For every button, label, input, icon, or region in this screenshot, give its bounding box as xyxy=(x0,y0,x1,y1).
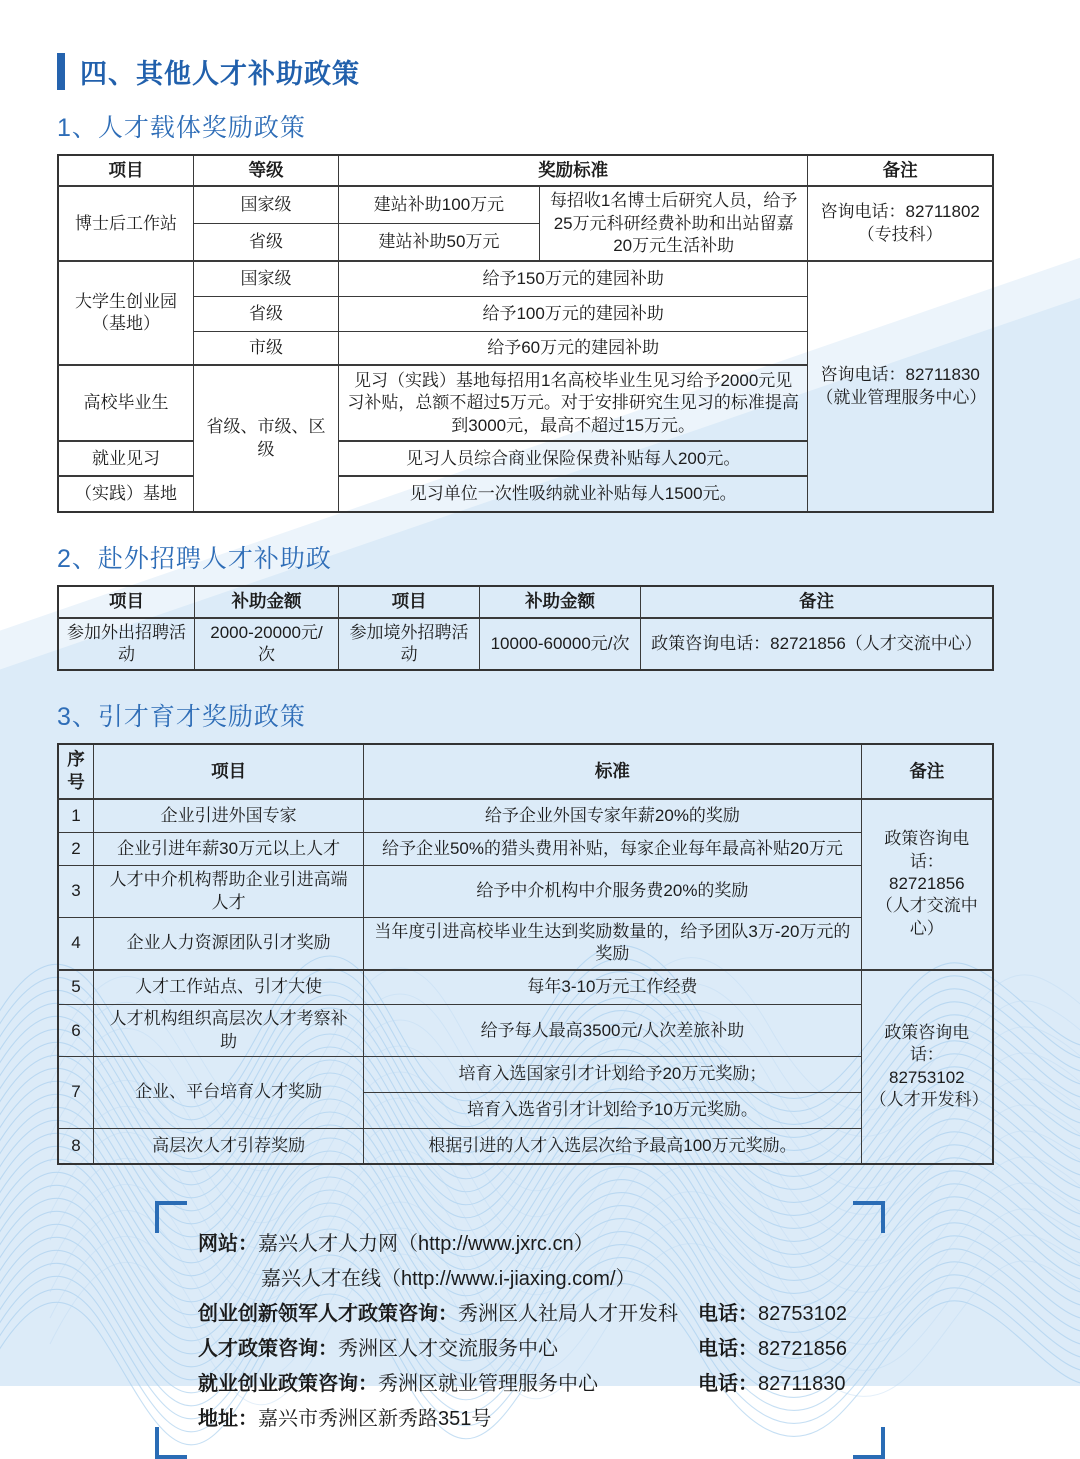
contact-footer xyxy=(155,1201,885,1459)
cell-project: 企业、平台培育人才奖励 xyxy=(94,1057,364,1129)
cell-level: 省级 xyxy=(194,296,339,331)
contact-org: 秀洲区人社局人才开发科 xyxy=(458,1302,678,1325)
contact-left xyxy=(198,1297,698,1332)
cell-project: 参加外出招聘活动 xyxy=(58,618,195,671)
cell-project: 就业见习 xyxy=(58,441,194,476)
cell-standard-note: 每招收1名博士后研究人员，给予25万元科研经费补助和出站留嘉20万元生活补助 xyxy=(540,186,808,261)
cell-level: 省级、市级、区级 xyxy=(194,365,339,512)
remark-line: 政策咨询电话： xyxy=(884,829,970,871)
row-number: 1 xyxy=(58,799,94,833)
contact-label: 就业创业政策咨询： xyxy=(198,1372,378,1395)
document-title-row xyxy=(57,50,994,92)
phone-label: 电话： xyxy=(698,1372,758,1395)
remark-phone: 82721856 xyxy=(889,873,965,893)
cell-level: 国家级 xyxy=(194,186,339,224)
remark-dept: （人才交流中心） xyxy=(875,896,978,938)
project-line: （基地） xyxy=(92,314,161,334)
column-header: 备注 xyxy=(861,744,993,798)
cell-standard: 建站补助50万元 xyxy=(338,224,539,262)
contact-line xyxy=(198,1367,885,1402)
cell-project: 人才中介机构帮助企业引进高端人才 xyxy=(94,866,364,918)
cell-project xyxy=(58,261,194,365)
contact-line xyxy=(198,1332,885,1367)
address-label: 地址： xyxy=(198,1407,258,1430)
project-line: 大学生创业园 xyxy=(75,291,178,311)
cell-project: 博士后工作站 xyxy=(58,186,194,261)
row-number: 5 xyxy=(58,970,94,1005)
remark-phone: 咨询电话：82711802 xyxy=(820,202,980,222)
column-header: 项目 xyxy=(338,586,479,617)
cell-remark xyxy=(808,261,993,512)
contact-label: 创业创新领军人才政策咨询： xyxy=(198,1302,458,1325)
cell-standard: 见习单位一次性吸纳就业补贴每人1500元。 xyxy=(338,476,807,512)
phone-number: 82711830 xyxy=(758,1372,846,1395)
row-number: 4 xyxy=(58,917,94,969)
talent-reward-table xyxy=(57,743,994,1164)
column-header: 等级 xyxy=(194,155,339,186)
section-heading-1: 1、人才载体奖励政策 xyxy=(57,114,306,142)
row-number: 7 xyxy=(58,1057,94,1129)
page-title: 四、其他人才补助政策 xyxy=(80,58,360,89)
cell-standard: 给予100万元的建园补助 xyxy=(338,296,807,331)
cell-standard: 给予每人最高3500元/人次差旅补助 xyxy=(364,1005,861,1057)
cell-project: 企业人力资源团队引才奖励 xyxy=(94,917,364,969)
phone-label: 电话： xyxy=(698,1337,758,1360)
address-line xyxy=(198,1402,885,1437)
cell-amount: 2000-20000元/次 xyxy=(195,618,339,671)
contact-left xyxy=(198,1332,698,1367)
cell-standard: 给予企业50%的猎头费用补贴，每家企业每年最高补贴20万元 xyxy=(364,833,861,866)
phone-number: 82721856 xyxy=(758,1337,847,1360)
cell-standard: 给予60万元的建园补助 xyxy=(338,331,807,365)
column-header: 标准 xyxy=(364,744,861,798)
cell-remark xyxy=(861,799,993,970)
remark-dept: （人才开发科） xyxy=(869,1090,989,1110)
corner-bracket-bottom-right-icon xyxy=(853,1427,885,1459)
cell-standard: 每年3-10万元工作经费 xyxy=(364,970,861,1005)
section-heading-2: 2、赴外招聘人才补助政 xyxy=(57,545,332,574)
cell-project: 参加境外招聘活动 xyxy=(338,618,479,671)
contact-org: 秀洲区人才交流服务中心 xyxy=(338,1337,558,1360)
cell-standard: 见习（实践）基地每招用1名高校毕业生见习给予2000元见习补贴，总额不超过5万元。对于安排研究生见习的标准提高到3000元，最高不超过15万元。 xyxy=(338,365,807,441)
cell-remark xyxy=(861,970,993,1164)
remark-phone: 咨询电话：82711830 xyxy=(820,365,980,385)
column-header: 备注 xyxy=(640,586,993,617)
talent-carrier-table xyxy=(57,154,994,513)
cell-project: 高层次人才引荐奖励 xyxy=(94,1129,364,1164)
cell-standard: 给予企业外国专家年薪20%的奖励 xyxy=(364,799,861,833)
cell-amount: 10000-60000元/次 xyxy=(480,618,641,671)
remark-dept: （就业管理服务中心） xyxy=(816,387,987,407)
column-header: 序号 xyxy=(58,744,94,798)
row-number: 6 xyxy=(58,1005,94,1057)
website-url: 嘉兴人才人力网（http://www.jxrc.cn） xyxy=(258,1232,594,1255)
external-recruitment-table xyxy=(57,585,994,671)
column-header: 项目 xyxy=(58,586,195,617)
row-number: 3 xyxy=(58,866,94,918)
cell-level: 省级 xyxy=(194,224,339,262)
contact-phone xyxy=(698,1367,846,1402)
cell-project: （实践）基地 xyxy=(58,476,194,512)
cell-project: 人才机构组织高层次人才考察补助 xyxy=(94,1005,364,1057)
cell-standard: 给予中介机构中介服务费20%的奖励 xyxy=(364,866,861,918)
column-header: 备注 xyxy=(808,155,993,186)
cell-level: 市级 xyxy=(194,331,339,365)
column-header: 项目 xyxy=(58,155,194,186)
address-value: 嘉兴市秀洲区新秀路351号 xyxy=(258,1407,492,1430)
section-heading-3: 3、引才育才奖励政策 xyxy=(57,703,306,732)
remark-dept: （专技科） xyxy=(857,224,943,244)
contact-phone xyxy=(698,1297,847,1332)
corner-bracket-top-right-icon xyxy=(853,1201,885,1233)
cell-project: 高校毕业生 xyxy=(58,365,194,441)
column-header: 补助金额 xyxy=(195,586,339,617)
cell-standard: 根据引进的人才入选层次给予最高100万元奖励。 xyxy=(364,1129,861,1164)
column-header: 项目 xyxy=(94,744,364,798)
remark-phone: 82753102 xyxy=(889,1067,965,1087)
website-line-2 xyxy=(198,1262,885,1297)
cell-project: 人才工作站点、引才大使 xyxy=(94,970,364,1005)
cell-standard: 培育入选国家引才计划给予20万元奖励； xyxy=(364,1057,861,1093)
website-line-1 xyxy=(198,1227,885,1262)
website-url: 嘉兴人才在线（http://www.i-jiaxing.com/） xyxy=(261,1267,636,1290)
cell-standard: 当年度引进高校毕业生达到奖励数量的，给予团队3万-20万元的奖励 xyxy=(364,917,861,969)
row-number: 8 xyxy=(58,1129,94,1164)
remark-line: 政策咨询电话： xyxy=(884,1022,970,1065)
cell-standard: 见习人员综合商业保险保费补贴每人200元。 xyxy=(338,441,807,476)
corner-bracket-bottom-left-icon xyxy=(155,1427,187,1459)
corner-bracket-top-left-icon xyxy=(155,1201,187,1233)
title-accent-bar xyxy=(57,53,65,90)
column-header: 补助金额 xyxy=(480,586,641,617)
website-label: 网站： xyxy=(198,1232,258,1255)
phone-label: 电话： xyxy=(698,1302,758,1325)
contact-line xyxy=(198,1297,885,1332)
contact-label: 人才政策咨询： xyxy=(198,1337,338,1360)
footer-body xyxy=(155,1201,885,1437)
cell-standard: 建站补助100万元 xyxy=(338,186,539,224)
cell-standard: 培育入选省引才计划给予10万元奖励。 xyxy=(364,1093,861,1129)
column-header: 奖励标准 xyxy=(338,155,807,186)
cell-standard: 给予150万元的建园补助 xyxy=(338,261,807,296)
cell-project: 企业引进年薪30万元以上人才 xyxy=(94,833,364,866)
cell-level: 国家级 xyxy=(194,261,339,296)
cell-remark: 政策咨询电话：82721856（人才交流中心） xyxy=(640,618,993,671)
contact-left xyxy=(198,1367,698,1402)
row-number: 2 xyxy=(58,833,94,866)
contact-phone xyxy=(698,1332,847,1367)
cell-project: 企业引进外国专家 xyxy=(94,799,364,833)
cell-remark xyxy=(808,186,993,261)
phone-number: 82753102 xyxy=(758,1302,847,1325)
contact-org: 秀洲区就业管理服务中心 xyxy=(378,1372,598,1395)
